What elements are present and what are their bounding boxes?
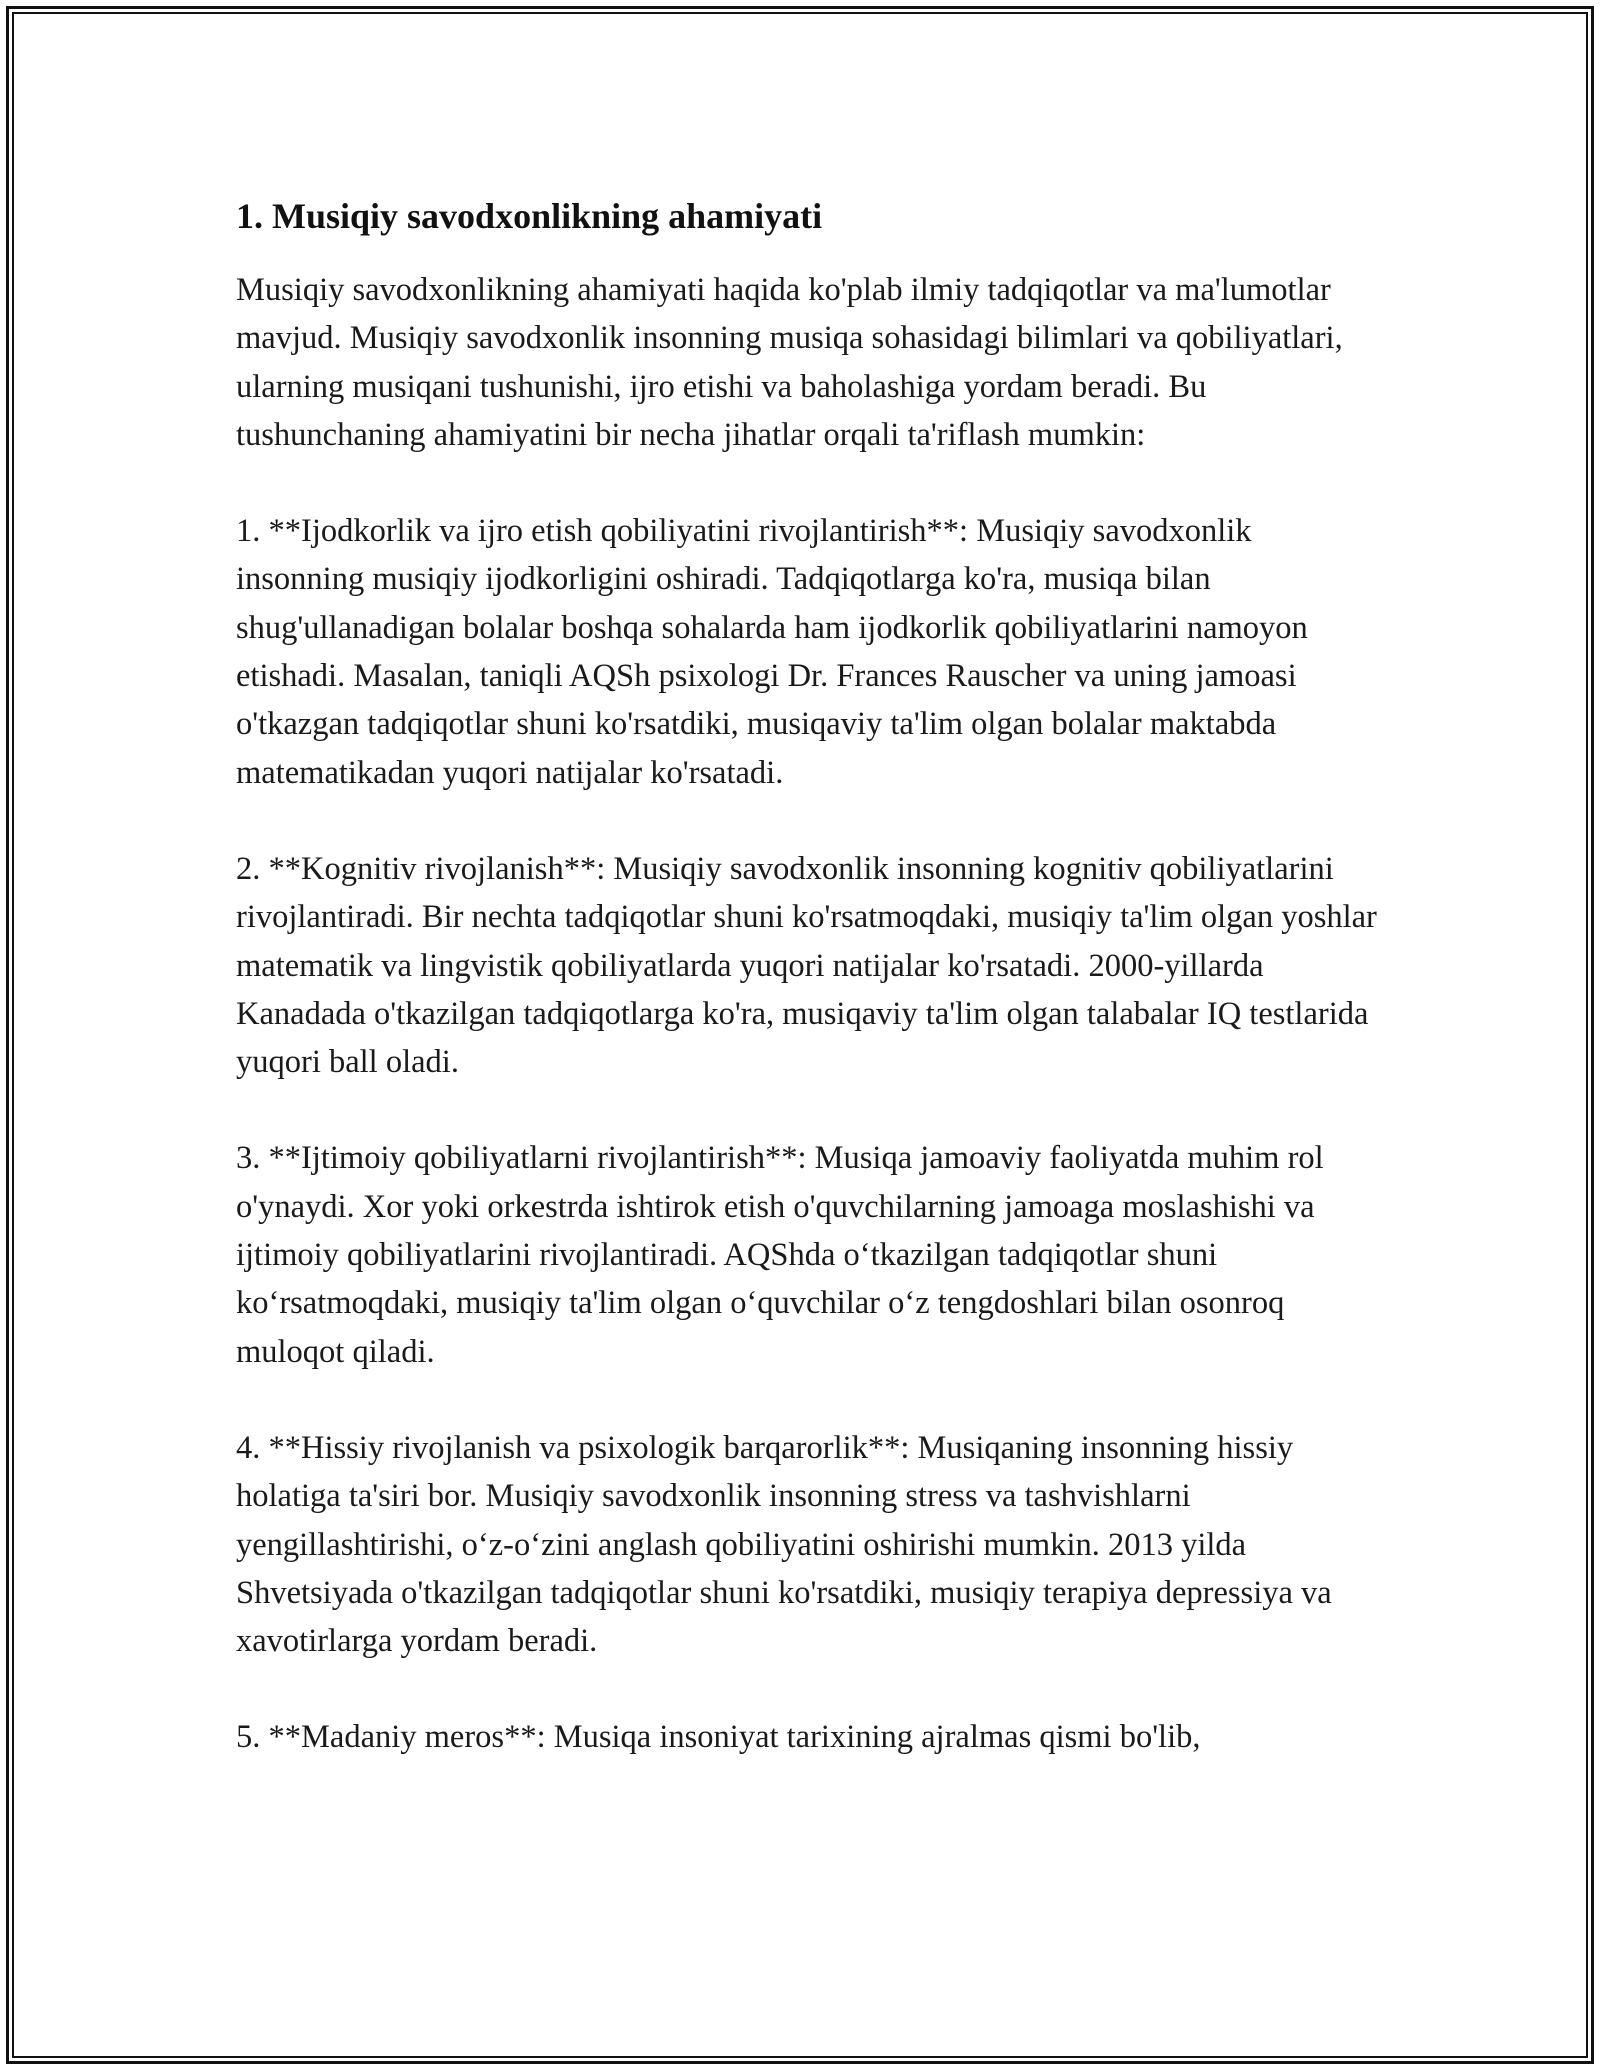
document-body xyxy=(236,186,1386,1810)
list-item-emotional: 4. **Hissiy rivojlanish va psixologik barqarorlik**: Musiqaning insonning hissiy holatiga ta'siri bor. Musiqiy savodxonlik insonning stress va tashvishlarni yengillashtirishi, o‘z-o‘zini anglash qobiliyatini oshirishi mumkin. 2013 yilda Shvetsiyada o'tkazilgan tadqiqotlar shuni ko'rsatdiki, musiqiy terapiya depressiya va xavotirlarga yordam beradi. xyxy=(236,1429,1332,1660)
list-item-cognitive: 2. **Kognitiv rivojlanish**: Musiqiy savodxonlik insonning kognitiv qobiliyatlarini rivojlantiradi. Bir nechta tadqiqotlar shuni ko'rsatmoqdaki, musiqiy ta'lim olgan yoshlar matematik va lingvistik qobiliyatlarda yuqori natijalar ko'rsatadi. 2000-yillarda Kanadada o'tkazilgan tadqiqotlarga ko'ra, musiqaviy ta'lim olgan talabalar IQ testlarida yuqori ball oladi. xyxy=(236,850,1377,1081)
intro-paragraph: Musiqiy savodxonlikning ahamiyati haqida ko'plab ilmiy tadqiqotlar va ma'lumotlar mavjud. Musiqiy savodxonlik insonning musiqa sohasidagi bilimlari va qobiliyatlari, ularning musiqani tushunishi, ijro etishi va baholashiga yordam beradi. Bu tushunchaning ahamiyatini bir necha jihatlar orqali ta'riflash mumkin: xyxy=(236,272,1343,453)
list-item-creativity: 1. **Ijodkorlik va ijro etish qobiliyatini rivojlantirish**: Musiqiy savodxonlik insonning musiqiy ijodkorligini oshiradi. Tadqiqotlarga ko'ra, musiqa bilan shug'ullanadigan bolalar boshqa sohalarda ham ijodkorlik qobiliyatlarini namoyon etishadi. Masalan, taniqli AQSh psixologi Dr. Frances Rauscher va uning jamoasi o'tkazgan tadqiqotlar shuni ko'rsatdiki, musiqaviy ta'lim olgan bolalar maktabda matematikadan yuqori natijalar ko'rsatadi. xyxy=(236,513,1308,791)
list-item-cultural: 5. **Madaniy meros**: Musiqa insoniyat tarixining ajralmas qismi bo'lib, xyxy=(236,1719,1201,1756)
section-heading: 1. Musiqiy savodxonlikning ahamiyati xyxy=(236,196,823,236)
list-item-social: 3. **Ijtimoiy qobiliyatlarni rivojlantirish**: Musiqa jamoaviy faoliyatda muhim rol o'ynaydi. Xor yoki orkestrda ishtirok etish o'quvchilarning jamoaga moslashishi va ijtimoiy qobiliyatlarini rivojlantiradi. AQShda o‘tkazilgan tadqiqotlar shuni ko‘rsatmoqdaki, musiqiy ta'lim olgan o‘quvchilar o‘z tengdoshlari bilan osonroq muloqot qiladi. xyxy=(236,1140,1324,1370)
